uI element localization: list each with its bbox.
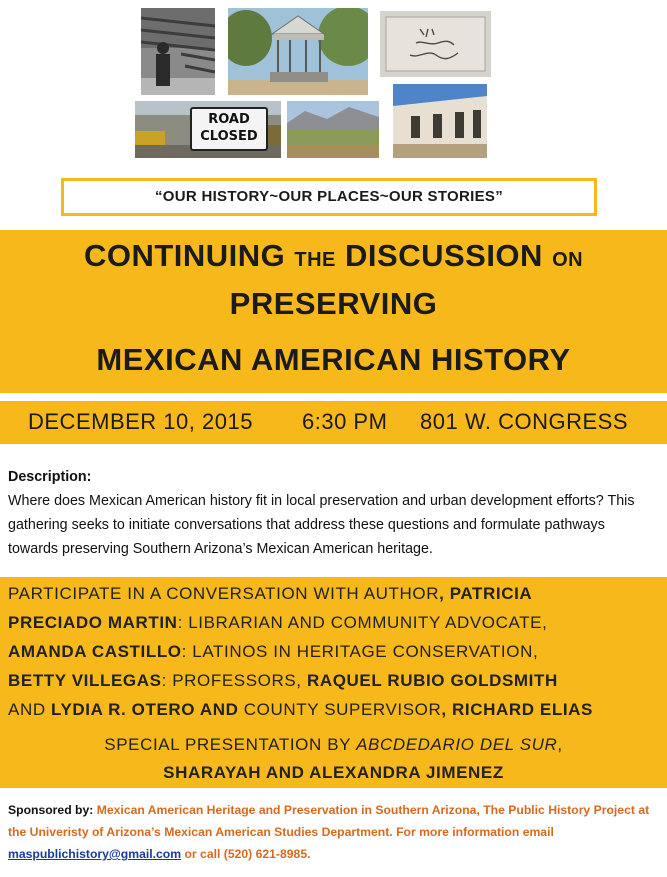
sponsor-label: Sponsored by: [8,803,94,817]
photo-desert-landscape [287,101,379,158]
photo-road-closed [135,101,281,158]
participants-line-2 [8,613,547,633]
description-label: Description: [8,469,92,485]
participant-patricia-role: : LIBRARIAN AND COMMUNITY ADVOCATE, [177,613,548,632]
participant-amanda: AMANDA CASTILLO [8,642,182,661]
title-on: ON [552,249,584,271]
event-date: DECEMBER 10, 2015 [28,409,253,434]
sponsor-email-link[interactable]: maspublichistory@gmail.com [8,847,182,861]
title-discussion: DISCUSSION [345,238,543,273]
event-details-band [0,401,667,444]
road-sign-line2: CLOSED [200,129,258,144]
participant-richard: RICHARD ELIAS [452,700,593,719]
participant-amanda-role: : LATINOS IN HERITAGE CONSERVATION, [181,642,539,661]
title-preserving: PRESERVING [229,286,438,321]
photo-man-with-logs [141,8,215,95]
photo-stone-carving [380,11,491,77]
sponsor-call: or call (520) 621-8985. [184,847,311,861]
participant-patricia-last: PRECIADO MARTIN [8,613,178,632]
sponsor-section [8,799,658,865]
title-line-1 [0,238,667,274]
title-history: MEXICAN AMERICAN HISTORY [96,342,571,377]
road-closed-sign [190,107,268,151]
special-presentation-line: SPECIAL PRESENTATION BY ABCDEDARIO DEL SUR, [104,735,563,754]
special-presentation-name: ABCDEDARIO DEL SUR [356,735,558,754]
participants-line-3 [8,642,538,662]
participant-supervisor-role: COUNTY SUPERVISOR [243,700,442,719]
participants-line-5: AND LYDIA R. OTERO AND COUNTY SUPERVISOR, RICHARD ELIAS [8,700,593,719]
photo-adobe-building [393,84,487,158]
participants-line-4 [8,671,558,691]
title-the: THE [294,249,336,271]
description-section [8,465,658,561]
road-sign-line1: ROAD [208,112,250,127]
tagline-text: “OUR HISTORY~OUR PLACES~OUR STORIES” [154,188,504,205]
participants-line-1: PARTICIPATE IN A CONVERSATION WITH AUTHOR, PATRICIA [8,584,533,603]
title-continuing: CONTINUING [83,238,286,273]
participant-lydia: LYDIA R. OTERO AND [51,700,239,719]
photo-gazebo-kiosk [228,8,368,95]
description-text: Where does Mexican American history fit in local preservation and urban development efforts? This gathering seeks to initiate conversations that address these questions and formulate pathways towards preserving Southern Arizona’s Mexican American heritage. [8,493,635,557]
presenters-line: SHARAYAH AND ALEXANDRA JIMENEZ [163,763,504,782]
participants-intro: PARTICIPATE IN A CONVERSATION WITH AUTHOR [8,584,440,603]
participant-patricia-first: PATRICIA [449,584,533,603]
tagline-box [61,178,597,216]
participants-band [0,577,667,788]
participants-and: AND [8,700,46,719]
sponsor-org1: Mexican American Heritage and Preservation in Southern Arizona, The Public History Project [96,803,635,817]
event-time: 6:30 PM [302,409,388,434]
sponsor-org2: the Univeristy of Arizona’s Mexican American Studies Department. For more information email [8,825,554,839]
title-band [0,230,667,393]
special-presentation-label: SPECIAL PRESENTATION BY [104,735,351,754]
sponsor-at: at [638,803,650,817]
participant-raquel: RAQUEL RUBIO GOLDSMITH [306,671,558,690]
participant-betty: BETTY VILLEGAS [8,671,162,690]
event-location: 801 W. CONGRESS [420,409,629,434]
participant-betty-role: : PROFESSORS, [161,671,302,690]
